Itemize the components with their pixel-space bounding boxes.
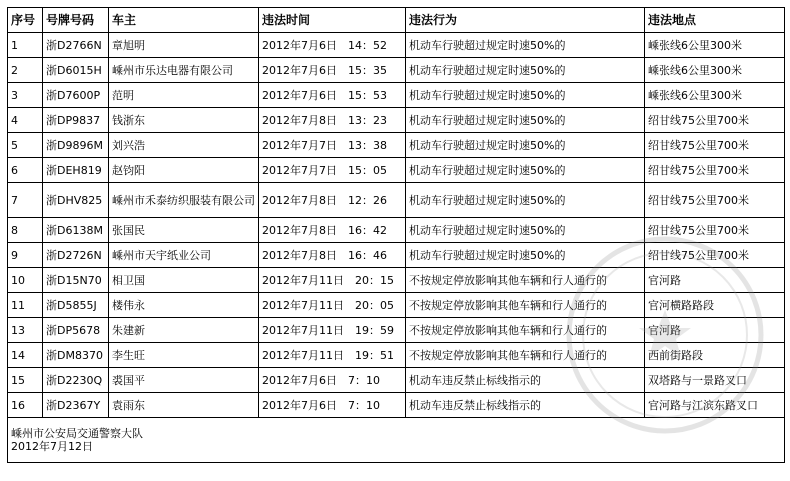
row-act: 机动车违反禁止标线指示的 — [406, 368, 645, 393]
row-time: 2012年7月6日 14：52 — [259, 33, 406, 58]
row-place: 嵊张线6公里300米 — [645, 33, 785, 58]
row-place: 官河横路路段 — [645, 293, 785, 318]
table-row — [8, 158, 785, 183]
row-plate: 浙DP9837 — [43, 108, 109, 133]
row-act: 机动车行驶超过规定时速50%的 — [406, 218, 645, 243]
row-act: 机动车行驶超过规定时速50%的 — [406, 183, 645, 218]
footer-org: 嵊州市公安局交通警察大队 — [11, 427, 143, 440]
row-act: 机动车行驶超过规定时速50%的 — [406, 243, 645, 268]
row-place: 绍甘线75公里700米 — [645, 183, 785, 218]
row-owner: 章旭明 — [109, 33, 259, 58]
row-place: 官河路与江滨东路叉口 — [645, 393, 785, 418]
row-act: 机动车行驶超过规定时速50%的 — [406, 108, 645, 133]
row-plate: 浙D9896M — [43, 133, 109, 158]
row-owner: 钱浙东 — [109, 108, 259, 133]
row-place: 嵊张线6公里300米 — [645, 58, 785, 83]
row-owner: 张国民 — [109, 218, 259, 243]
row-no: 9 — [8, 243, 43, 268]
row-plate: 浙DP5678 — [43, 318, 109, 343]
header-owner: 车主 — [109, 8, 259, 33]
table-row — [8, 58, 785, 83]
row-no: 8 — [8, 218, 43, 243]
row-plate: 浙DHV825 — [43, 183, 109, 218]
row-time: 2012年7月6日 7：10 — [259, 368, 406, 393]
row-time: 2012年7月7日 13：38 — [259, 133, 406, 158]
row-plate: 浙D15N70 — [43, 268, 109, 293]
table-row — [8, 83, 785, 108]
row-time: 2012年7月7日 15：05 — [259, 158, 406, 183]
row-no: 4 — [8, 108, 43, 133]
row-place: 官河路 — [645, 318, 785, 343]
row-plate: 浙D2230Q — [43, 368, 109, 393]
row-owner: 裘国平 — [109, 368, 259, 393]
table-row — [8, 318, 785, 343]
row-act: 机动车行驶超过规定时速50%的 — [406, 33, 645, 58]
row-plate: 浙DM8370 — [43, 343, 109, 368]
row-place: 嵊张线6公里300米 — [645, 83, 785, 108]
row-plate: 浙D6015H — [43, 58, 109, 83]
row-place: 绍甘线75公里700米 — [645, 243, 785, 268]
row-act: 机动车违反禁止标线指示的 — [406, 393, 645, 418]
row-plate: 浙D7600P — [43, 83, 109, 108]
row-time: 2012年7月11日 19：59 — [259, 318, 406, 343]
row-plate: 浙D2367Y — [43, 393, 109, 418]
row-place: 西前街路段 — [645, 343, 785, 368]
row-no: 3 — [8, 83, 43, 108]
row-act: 机动车行驶超过规定时速50%的 — [406, 158, 645, 183]
header-time: 违法时间 — [259, 8, 406, 33]
row-plate: 浙DEH819 — [43, 158, 109, 183]
header-no: 序号 — [8, 8, 43, 33]
row-act: 不按规定停放影响其他车辆和行人通行的 — [406, 318, 645, 343]
row-owner: 相卫国 — [109, 268, 259, 293]
table-row — [8, 243, 785, 268]
row-place: 绍甘线75公里700米 — [645, 133, 785, 158]
row-plate: 浙D6138M — [43, 218, 109, 243]
row-plate: 浙D2726N — [43, 243, 109, 268]
row-owner: 李生旺 — [109, 343, 259, 368]
row-place: 双塔路与一景路叉口 — [645, 368, 785, 393]
row-no: 11 — [8, 293, 43, 318]
row-place: 绍甘线75公里700米 — [645, 218, 785, 243]
row-owner: 赵钧阳 — [109, 158, 259, 183]
violations-table — [7, 7, 785, 463]
row-time: 2012年7月11日 19：51 — [259, 343, 406, 368]
row-place: 官河路 — [645, 268, 785, 293]
row-time: 2012年7月11日 20：05 — [259, 293, 406, 318]
row-no: 6 — [8, 158, 43, 183]
footer-row — [8, 418, 785, 463]
footer-date: 2012年7月12日 — [11, 440, 93, 453]
row-no: 14 — [8, 343, 43, 368]
row-time: 2012年7月8日 16：42 — [259, 218, 406, 243]
table-row — [8, 133, 785, 158]
table-row — [8, 218, 785, 243]
table-row — [8, 343, 785, 368]
row-no: 13 — [8, 318, 43, 343]
row-act: 不按规定停放影响其他车辆和行人通行的 — [406, 268, 645, 293]
row-no: 7 — [8, 183, 43, 218]
row-time: 2012年7月8日 13：23 — [259, 108, 406, 133]
row-place: 绍甘线75公里700米 — [645, 108, 785, 133]
row-owner: 嵊州市禾泰纺织服装有限公司 — [109, 183, 259, 218]
row-owner: 嵊州市天宇纸业公司 — [109, 243, 259, 268]
row-time: 2012年7月8日 12：26 — [259, 183, 406, 218]
row-no: 1 — [8, 33, 43, 58]
row-plate: 浙D5855J — [43, 293, 109, 318]
row-act: 机动车行驶超过规定时速50%的 — [406, 133, 645, 158]
row-no: 10 — [8, 268, 43, 293]
table-row — [8, 108, 785, 133]
row-owner: 朱建新 — [109, 318, 259, 343]
table-row — [8, 268, 785, 293]
row-owner: 袁雨东 — [109, 393, 259, 418]
row-time: 2012年7月6日 15：53 — [259, 83, 406, 108]
row-no: 15 — [8, 368, 43, 393]
row-owner: 嵊州市乐达电器有限公司 — [109, 58, 259, 83]
row-owner: 范明 — [109, 83, 259, 108]
row-time: 2012年7月11日 20：15 — [259, 268, 406, 293]
row-owner: 楼伟永 — [109, 293, 259, 318]
row-no: 2 — [8, 58, 43, 83]
row-owner: 刘兴浩 — [109, 133, 259, 158]
row-plate: 浙D2766N — [43, 33, 109, 58]
row-no: 5 — [8, 133, 43, 158]
row-time: 2012年7月6日 7：10 — [259, 393, 406, 418]
header-row — [8, 8, 785, 33]
table-row — [8, 393, 785, 418]
row-place: 绍甘线75公里700米 — [645, 158, 785, 183]
header-place: 违法地点 — [645, 8, 785, 33]
header-plate: 号牌号码 — [43, 8, 109, 33]
table-row — [8, 183, 785, 218]
row-act: 机动车行驶超过规定时速50%的 — [406, 83, 645, 108]
table-row — [8, 293, 785, 318]
row-time: 2012年7月8日 16：46 — [259, 243, 406, 268]
row-act: 机动车行驶超过规定时速50%的 — [406, 58, 645, 83]
table-row — [8, 33, 785, 58]
row-act: 不按规定停放影响其他车辆和行人通行的 — [406, 293, 645, 318]
row-time: 2012年7月6日 15：35 — [259, 58, 406, 83]
row-act: 不按规定停放影响其他车辆和行人通行的 — [406, 343, 645, 368]
row-no: 16 — [8, 393, 43, 418]
footer-cell — [8, 418, 785, 463]
header-act: 违法行为 — [406, 8, 645, 33]
table-row — [8, 368, 785, 393]
